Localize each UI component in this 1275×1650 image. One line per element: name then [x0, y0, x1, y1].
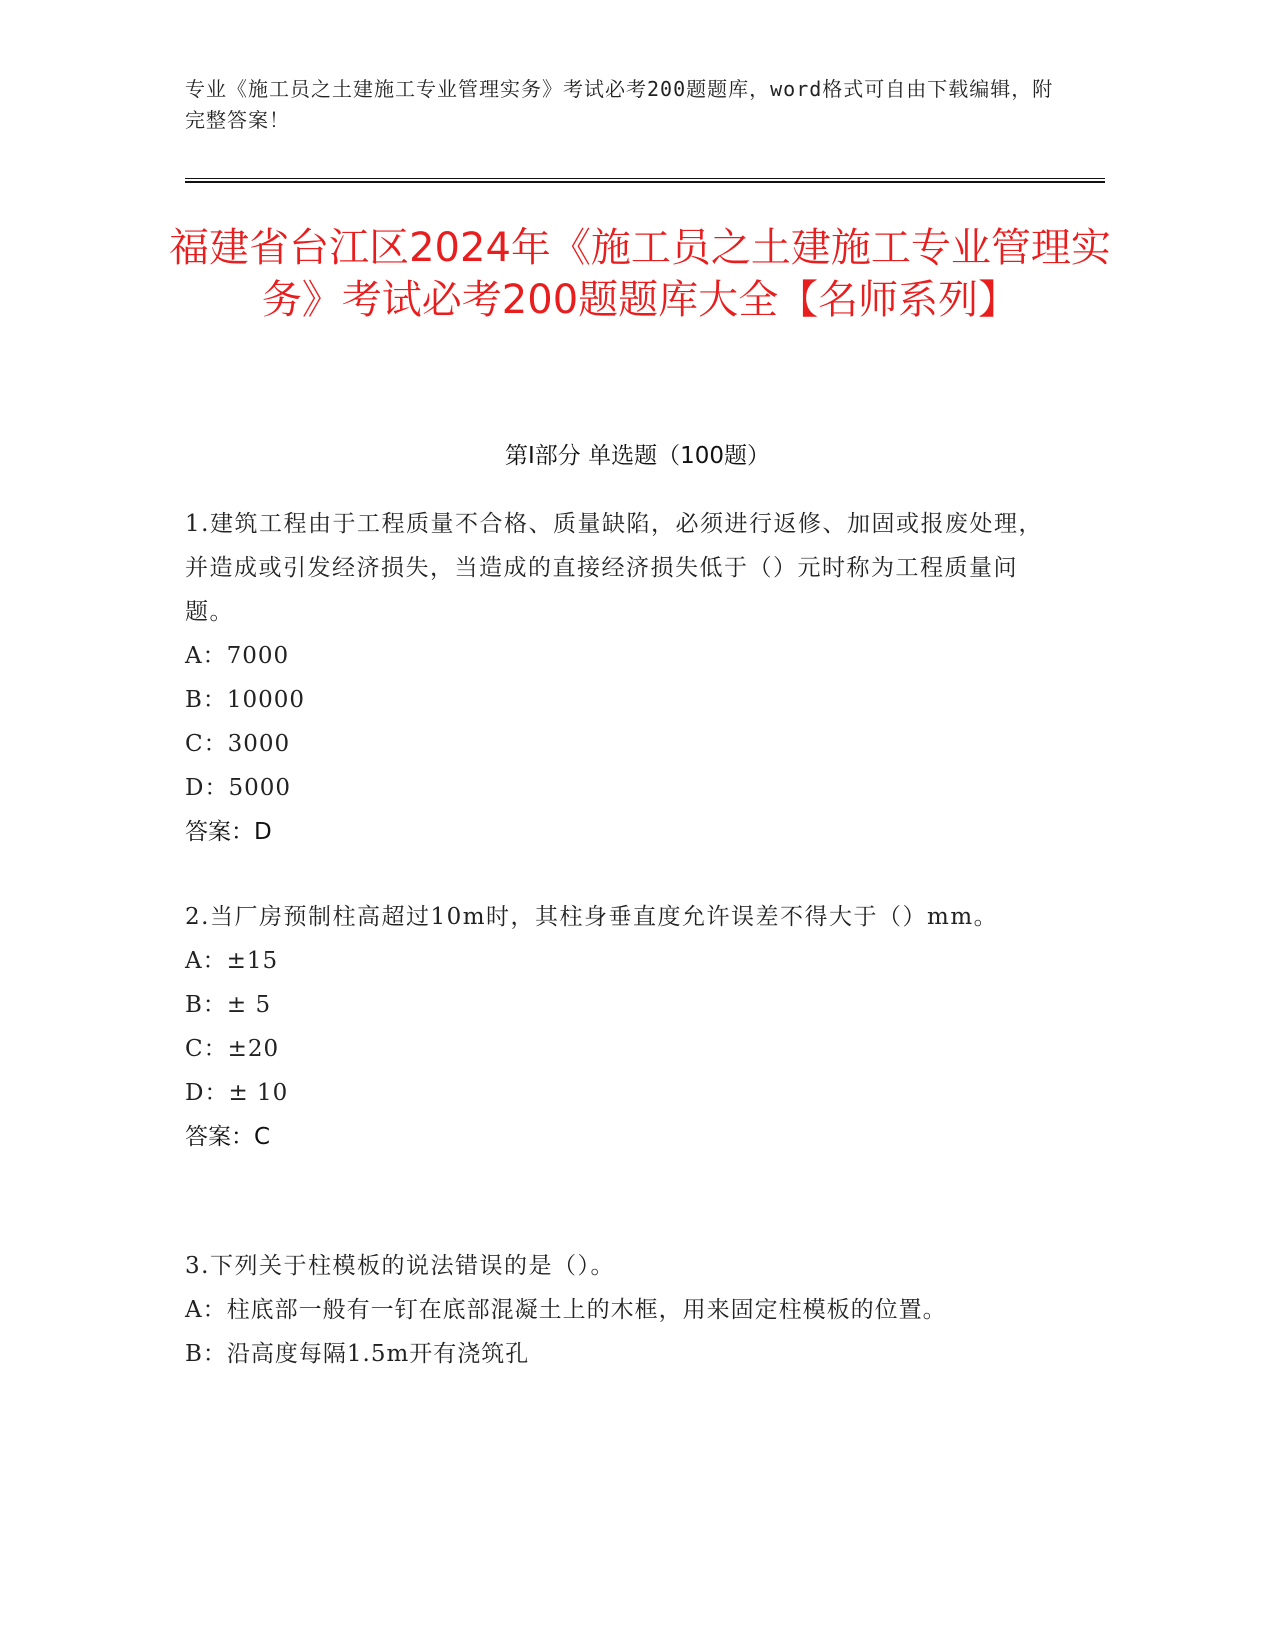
option-d: D：± 10 [185, 1080, 289, 1106]
document-title: 福建省台江区2024年《施工员之土建施工专业管理实务》考试必考200题题库大全【名师系列】 [169, 225, 1111, 323]
option-c: C：±20 [185, 1036, 280, 1062]
question-text: 3.下列关于柱模板的说法错误的是（）。 [185, 1253, 615, 1279]
option-a: A：柱底部一般有一钉在底部混凝土上的木框，用来固定柱模板的位置。 [185, 1297, 947, 1323]
option-b: B：10000 [185, 687, 306, 713]
part-heading: 第I部分 单选题（100题） [505, 443, 770, 469]
option-c: C：3000 [185, 731, 291, 757]
option-d: D：5000 [185, 775, 291, 801]
question-text: 1.建筑工程由于工程质量不合格、质量缺陷，必须进行返修、加固或报废处理，并造成或引发经济损失，当造成的直接经济损失低于（）元时称为工程质量问题。 [185, 511, 1043, 625]
header-divider-thick [185, 181, 1105, 183]
option-a: A：±15 [185, 948, 279, 974]
question-text: 2.当厂房预制柱高超过10m时，其柱身垂直度允许误差不得大于（）mm。 [185, 904, 999, 930]
question-2 [185, 895, 1065, 1159]
option-b: B：沿高度每隔1.5m开有浇筑孔 [185, 1341, 530, 1367]
option-b: B：± 5 [185, 992, 272, 1018]
header-note: 专业《施工员之土建施工专业管理实务》考试必考200题题库，word格式可自由下载编辑，附完整答案！ [185, 77, 1054, 132]
answer-label: 答案：D [185, 819, 272, 845]
option-a: A：7000 [185, 643, 290, 669]
question-1 [185, 502, 1065, 854]
answer-label: 答案：C [185, 1124, 271, 1150]
header-divider-thin [185, 178, 1105, 179]
question-3 [185, 1244, 1065, 1376]
